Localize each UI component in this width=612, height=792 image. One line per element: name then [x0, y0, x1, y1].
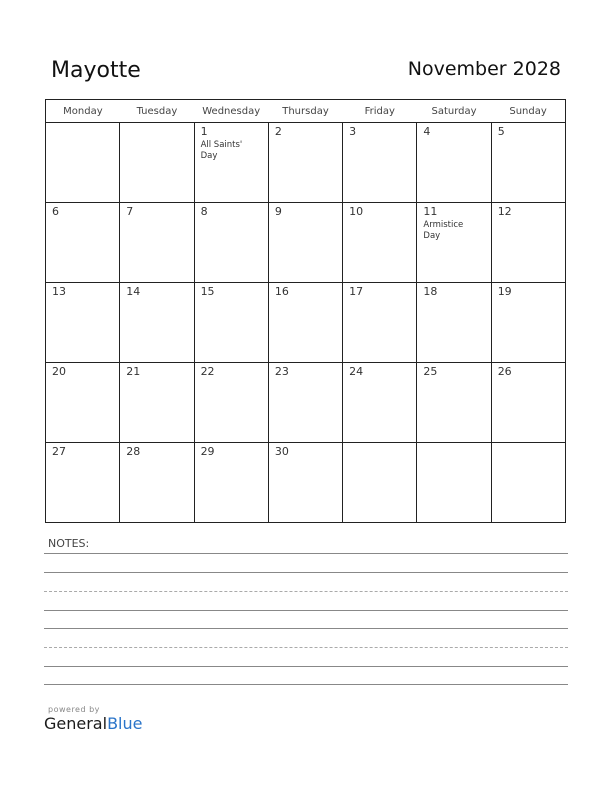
day-number: 5	[497, 125, 505, 138]
calendar-day-cell	[194, 203, 268, 283]
day-number: 26	[497, 365, 512, 378]
weekday-header-row	[46, 100, 566, 123]
notes-line	[44, 553, 568, 554]
calendar-day-cell	[268, 283, 342, 363]
calendar-week-row	[46, 363, 566, 443]
day-number: 28	[126, 445, 141, 458]
calendar-day-cell	[46, 123, 120, 203]
calendar-day-cell	[120, 363, 194, 443]
day-number: 27	[52, 445, 66, 458]
weekday-header: Tuesday	[120, 100, 194, 123]
day-number: 17	[349, 285, 364, 298]
holiday-label: Armistice Day	[423, 220, 464, 241]
region-title: Mayotte	[51, 58, 141, 83]
weekday-header: Monday	[46, 100, 120, 123]
day-number: 12	[497, 205, 512, 218]
day-number: 7	[126, 205, 134, 218]
weekday-header: Wednesday	[194, 100, 268, 123]
calendar-week-row	[46, 123, 566, 203]
calendar-day-cell	[491, 283, 565, 363]
notes-label: NOTES:	[48, 537, 90, 550]
calendar-day-cell	[417, 283, 491, 363]
day-number: 10	[349, 205, 364, 218]
calendar-day-cell	[417, 123, 491, 203]
brand-name-part1: General	[44, 714, 108, 733]
notes-line	[44, 591, 568, 592]
day-number: 11	[423, 205, 438, 218]
calendar-day-cell	[343, 363, 417, 443]
day-number: 16	[274, 285, 289, 298]
calendar-day-cell	[417, 443, 491, 523]
day-number: 14	[126, 285, 141, 298]
calendar-week-row	[46, 283, 566, 363]
calendar-day-cell	[194, 363, 268, 443]
day-number: 9	[274, 205, 282, 218]
calendar-day-cell	[46, 283, 120, 363]
brand-name	[44, 714, 142, 733]
calendar-grid	[45, 99, 566, 523]
calendar-day-cell	[46, 443, 120, 523]
calendar-day-cell	[491, 123, 565, 203]
day-number: 22	[200, 365, 215, 378]
day-number: 4	[423, 125, 431, 138]
day-number: 18	[423, 285, 438, 298]
calendar-day-cell	[120, 123, 194, 203]
calendar-week-row	[46, 443, 566, 523]
day-number: 1	[200, 125, 208, 138]
day-number: 30	[274, 445, 289, 458]
calendar-week-row	[46, 203, 566, 283]
calendar-day-cell	[46, 363, 120, 443]
weekday-header: Friday	[343, 100, 417, 123]
notes-line	[44, 684, 568, 685]
day-number: 23	[274, 365, 289, 378]
calendar-day-cell	[343, 283, 417, 363]
calendar-day-cell	[268, 123, 342, 203]
notes-line	[44, 610, 568, 611]
calendar-day-cell	[268, 363, 342, 443]
calendar-day-cell	[194, 443, 268, 523]
calendar-day-cell	[417, 203, 491, 283]
calendar-day-cell	[491, 203, 565, 283]
notes-line	[44, 666, 568, 667]
day-number: 15	[200, 285, 215, 298]
calendar-day-cell	[194, 283, 268, 363]
day-number: 25	[423, 365, 438, 378]
day-number: 19	[497, 285, 512, 298]
weekday-header: Thursday	[268, 100, 342, 123]
month-year-title: November 2028	[407, 58, 561, 80]
calendar-day-cell	[120, 203, 194, 283]
day-number: 29	[200, 445, 215, 458]
day-number: 20	[52, 365, 66, 378]
day-number: 6	[52, 205, 59, 218]
notes-line	[44, 628, 568, 629]
brand-name-part2: Blue	[107, 714, 143, 733]
calendar-day-cell	[491, 363, 565, 443]
calendar-day-cell	[491, 443, 565, 523]
calendar-day-cell	[417, 363, 491, 443]
calendar-day-cell	[194, 123, 268, 203]
day-number: 2	[274, 125, 282, 138]
calendar-day-cell	[268, 203, 342, 283]
day-number: 21	[126, 365, 141, 378]
powered-by-text: powered by	[48, 705, 100, 714]
calendar-day-cell	[343, 443, 417, 523]
notes-line	[44, 647, 568, 648]
brand-logo	[44, 705, 142, 733]
calendar-day-cell	[343, 123, 417, 203]
weekday-header: Saturday	[417, 100, 491, 123]
calendar-day-cell	[46, 203, 120, 283]
calendar-day-cell	[343, 203, 417, 283]
holiday-label: All Saints' Day	[200, 140, 243, 161]
calendar-day-cell	[120, 443, 194, 523]
day-number: 3	[349, 125, 357, 138]
notes-line	[44, 572, 568, 573]
day-number: 24	[349, 365, 364, 378]
day-number: 13	[52, 285, 66, 298]
calendar-day-cell	[268, 443, 342, 523]
day-number: 8	[200, 205, 208, 218]
weekday-header: Sunday	[491, 100, 565, 123]
calendar-day-cell	[120, 283, 194, 363]
